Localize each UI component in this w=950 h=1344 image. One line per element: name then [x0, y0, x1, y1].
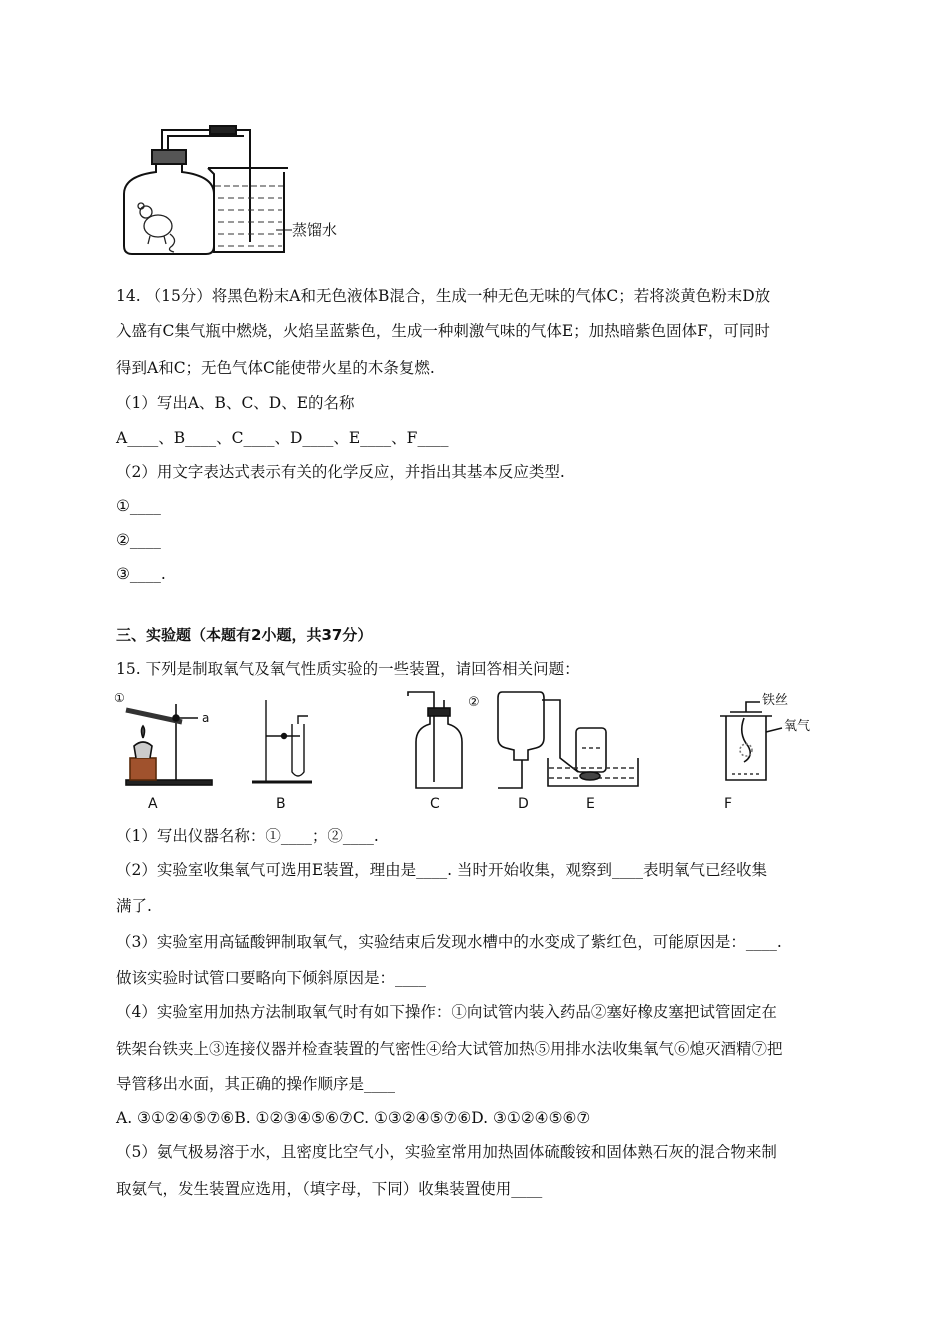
label-oxygen: 氧气 — [784, 719, 811, 734]
q15-stem: 15. 下列是制取氧气及氧气性质实验的一些装置，请回答相关问题： — [116, 660, 580, 678]
label-E: E — [586, 796, 595, 812]
q15-part4-line1: （4）实验室用加热方法制取氧气时有如下操作：①向试管内装入药品②塞好橡皮塞把试管固定在 — [116, 1003, 777, 1021]
q14-stem-line1: 14. （15分）将黑色粉末A和无色液体B混合，生成一种无色无味的气体C；若将淡黄色粉末D放 — [116, 287, 771, 305]
q15-part2-line2: 满了. — [116, 897, 152, 915]
q14-part1: （1）写出A、B、C、D、E的名称 — [116, 394, 355, 412]
label-F: F — [724, 796, 733, 812]
section-title: 三、实验题（本题有2小题，共37分） — [116, 626, 373, 644]
label-D: D — [518, 796, 529, 812]
label-B: B — [276, 796, 286, 812]
apparatus-B — [252, 700, 312, 782]
q14-answer3: ③____. — [116, 565, 166, 583]
label-iron-wire: 铁丝 — [762, 693, 789, 708]
apparatus-D — [498, 692, 544, 788]
q14-part2: （2）用文字表达式表示有关的化学反应，并指出其基本反应类型. — [116, 463, 565, 481]
apparatus-E — [542, 700, 638, 786]
q15-part3-line1: （3）实验室用高锰酸钾制取氧气，实验结束后发现水槽中的水变成了紫红色，可能原因是：____. — [116, 933, 782, 951]
figure-apparatus — [112, 688, 818, 812]
label-C: C — [430, 796, 440, 812]
mark-1: ① — [114, 691, 125, 705]
apparatus-F — [720, 702, 782, 780]
q14-answer2: ②____ — [116, 531, 161, 549]
q15-part4-line3: 导管移出水面，其正确的操作顺序是____ — [116, 1075, 396, 1093]
label-A: A — [148, 796, 158, 812]
mouse-icon — [138, 203, 175, 252]
apparatus-C — [408, 692, 462, 788]
apparatus-A — [126, 704, 212, 785]
q15-part2-line1: （2）实验室收集氧气可选用E装置，理由是____. 当时开始收集，观察到____表明氧气已经收集 — [116, 861, 768, 879]
connecting-tube — [162, 126, 250, 242]
mark-a: a — [202, 711, 210, 725]
q15-part1: （1）写出仪器名称：①____；②____. — [116, 827, 379, 845]
mark-2: ② — [468, 695, 480, 710]
figure-mouse-bottle-beaker — [112, 122, 352, 260]
q15-part4-line2: 铁架台铁夹上③连接仪器并检查装置的气密性④给大试管加热⑤用排水法收集氧气⑥熄灭酒精⑦把 — [116, 1040, 783, 1058]
q14-answer1: ①____ — [116, 497, 161, 515]
q15-part3-line2: 做该实验时试管口要略向下倾斜原因是：____ — [116, 969, 427, 987]
gas-bottle — [124, 150, 214, 254]
q15-part5-line1: （5）氨气极易溶于水，且密度比空气小，实验室常用加热固体硫酸铵和固体熟石灰的混合物来制 — [116, 1143, 777, 1161]
q14-stem-line3: 得到A和C；无色气体C能使带火星的木条复燃. — [116, 359, 435, 377]
q14-stem-line2: 入盛有C集气瓶中燃烧，火焰呈蓝紫色，生成一种刺激气味的气体E；加热暗紫色固体F，可同时 — [116, 322, 770, 340]
q15-part4-options: A. ③①②④⑤⑦⑥B. ①②③④⑤⑥⑦C. ①③②④⑤⑦⑥D. ③①②④⑤⑥⑦ — [116, 1109, 591, 1127]
q15-part5-line2: 取氨气，发生装置应选用，（填字母，下同）收集装置使用____ — [116, 1180, 543, 1198]
q14-part1-blanks: A____、B____、C____、D____、E____、F____ — [116, 429, 449, 447]
label-distilled-water: 蒸馏水 — [292, 221, 338, 239]
